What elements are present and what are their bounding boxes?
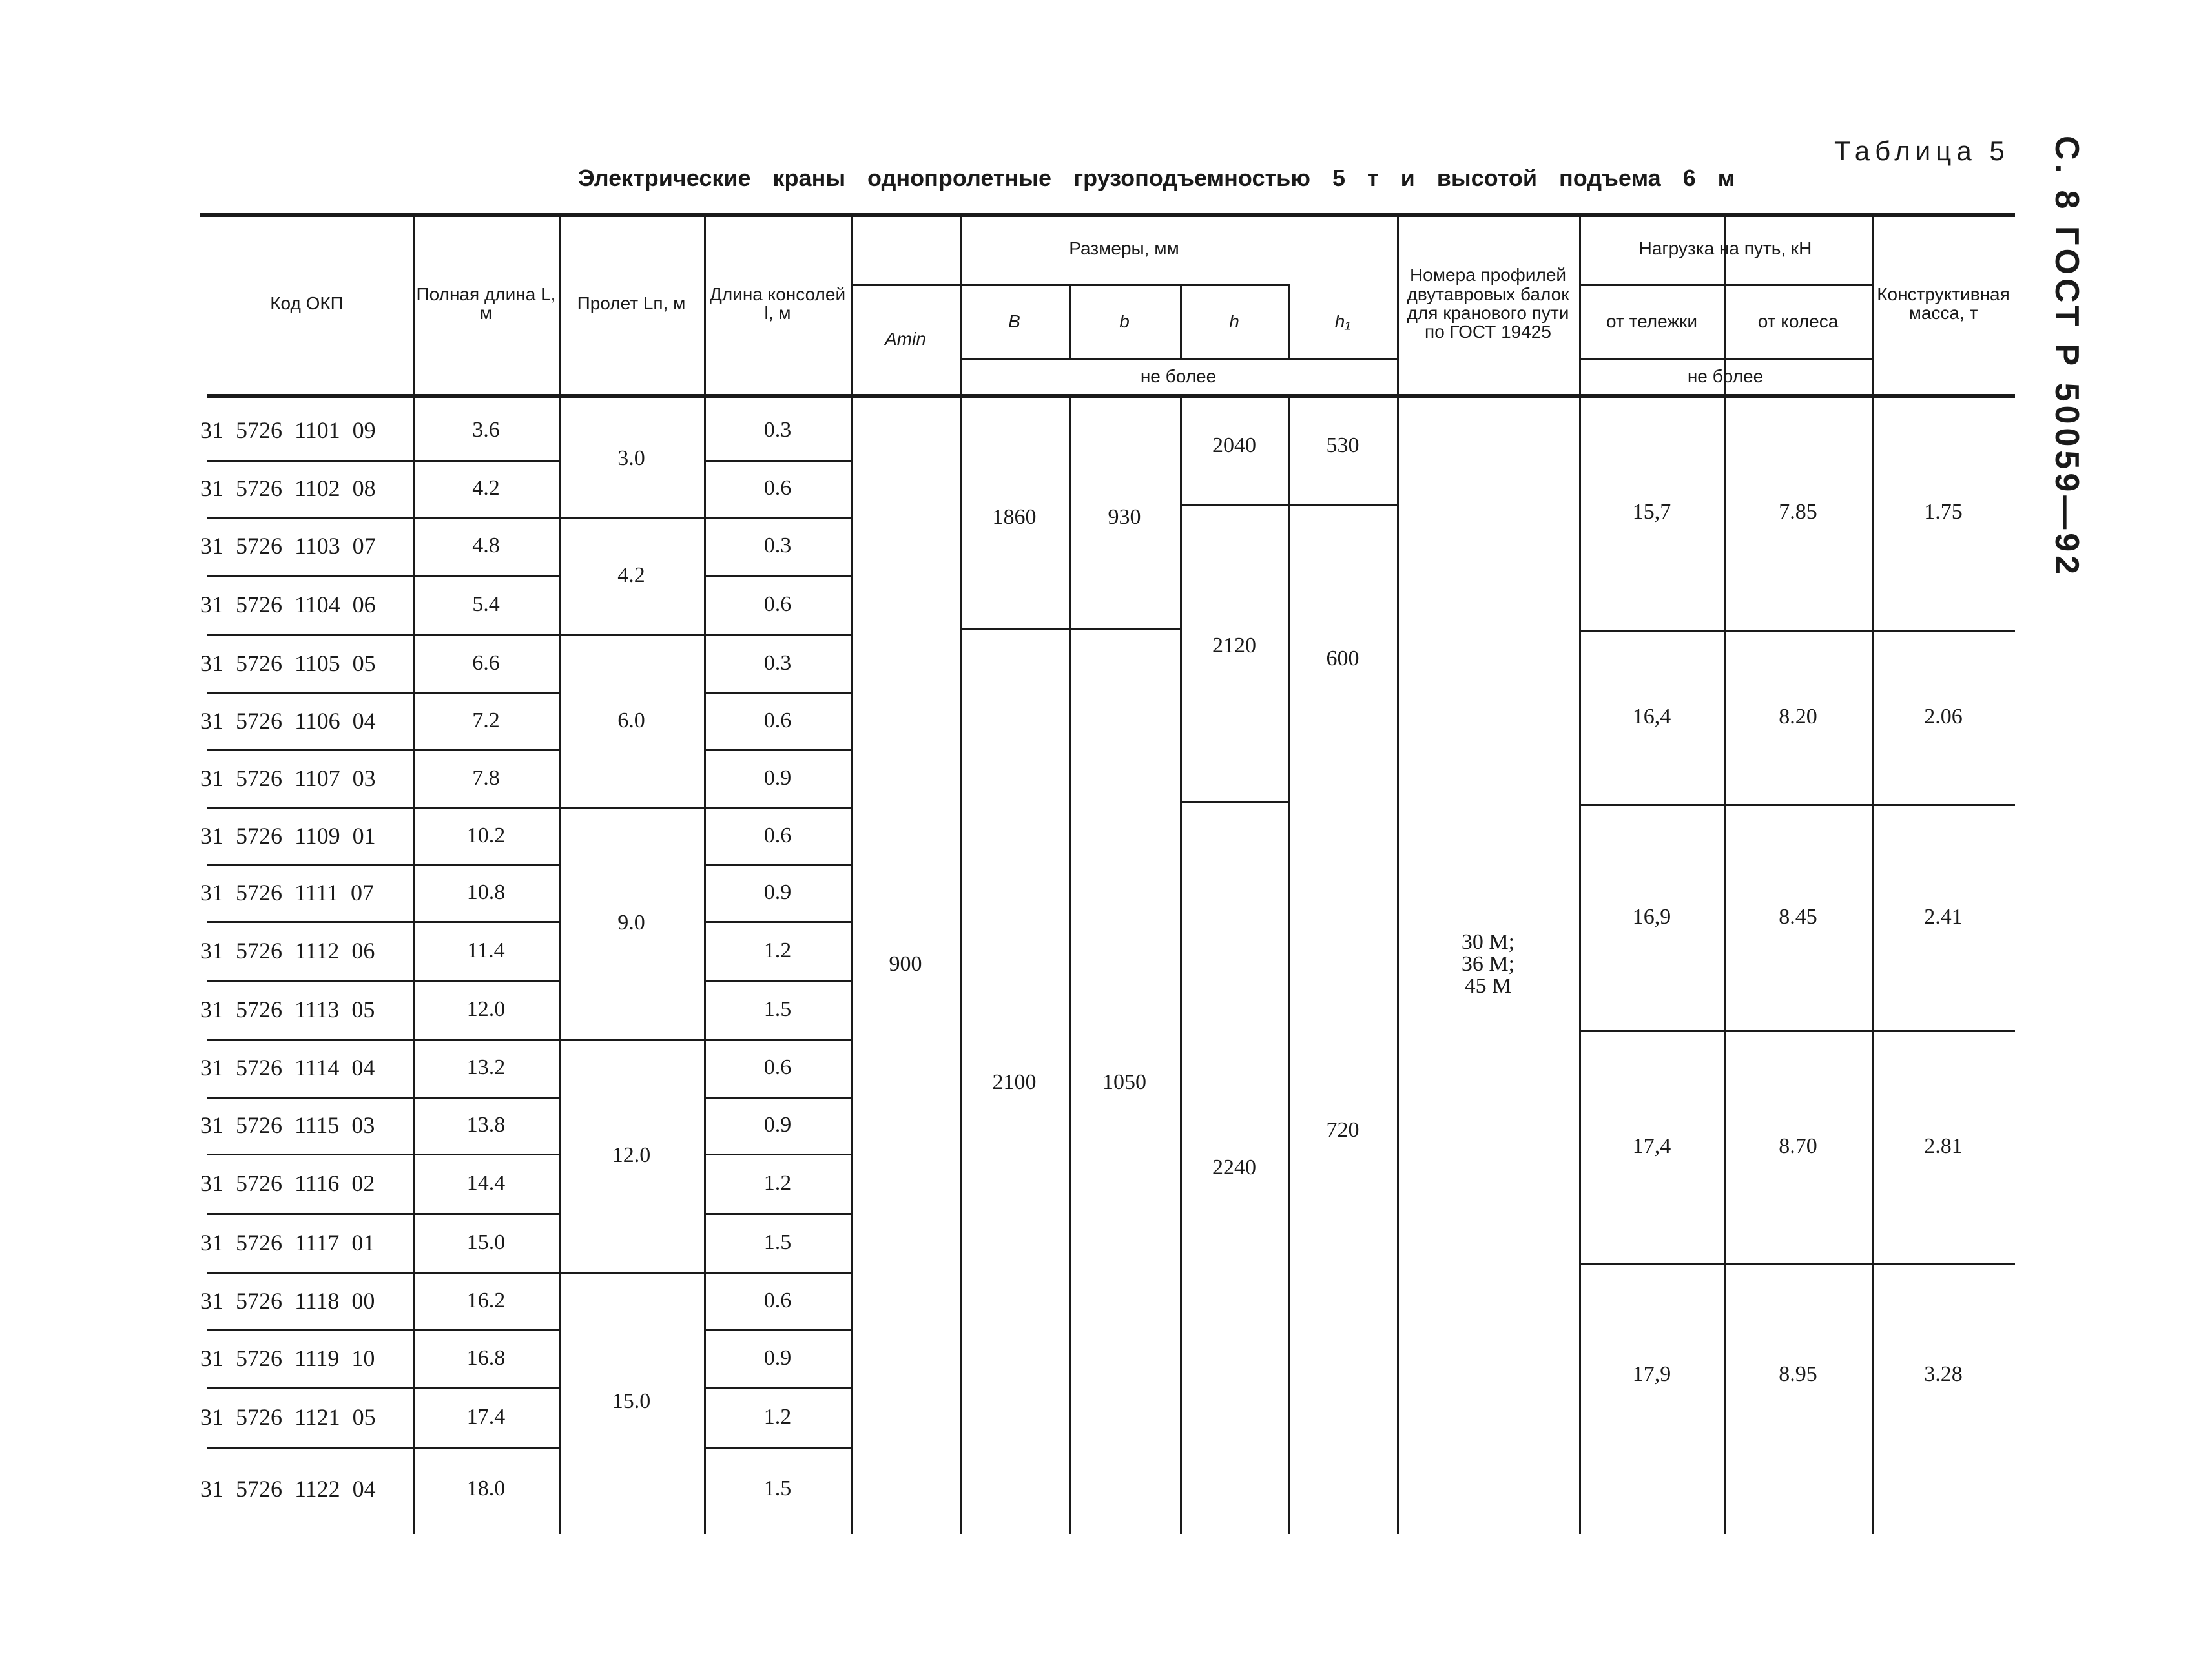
row-code: 31 5726 1119 10 bbox=[200, 1345, 375, 1371]
row-console: 1.2 bbox=[763, 938, 792, 962]
table-title: Электрические краны однопролетные грузоподъемностью 5 т и высотой подъема 6 м bbox=[578, 165, 1735, 191]
h-group: 2120 bbox=[1212, 634, 1256, 658]
row-full-length: 17.4 bbox=[466, 1405, 506, 1429]
span-group: 15.0 bbox=[612, 1389, 651, 1413]
page-header: С. 8 ГОСТ Р 50059—92 bbox=[2048, 136, 2085, 579]
row-console: 0.9 bbox=[763, 1346, 792, 1370]
load-from-cart: 16,4 bbox=[1632, 705, 1671, 729]
profiles-value-line: 30 М; bbox=[1461, 929, 1515, 954]
table-label: Таблица 5 bbox=[1834, 136, 2010, 166]
row-code: 31 5726 1112 06 bbox=[200, 938, 375, 964]
row-full-length: 15.0 bbox=[466, 1230, 506, 1254]
row-code: 31 5726 1109 01 bbox=[200, 823, 376, 849]
load-from-wheel: 8.95 bbox=[1779, 1362, 1817, 1386]
row-console: 1.5 bbox=[763, 997, 792, 1021]
h-rule bbox=[1180, 801, 1288, 803]
row-console: 1.5 bbox=[763, 1476, 792, 1500]
row-console: 0.6 bbox=[763, 709, 792, 732]
profiles-value-line: 45 М bbox=[1464, 973, 1512, 998]
row-full-length: 13.2 bbox=[466, 1055, 506, 1079]
row-full-length: 16.8 bbox=[466, 1346, 506, 1370]
amin-value: 900 bbox=[889, 951, 922, 976]
profiles-value-line: 36 М; bbox=[1461, 951, 1515, 976]
h-group: 2240 bbox=[1212, 1155, 1256, 1179]
mass-value: 2.41 bbox=[1924, 905, 1963, 929]
row-code: 31 5726 1117 01 bbox=[200, 1230, 375, 1256]
header-profiles: Номера профилей двутавровых балок для кранового пути по ГОСТ 19425 bbox=[1407, 265, 1569, 342]
load-from-cart: 15,7 bbox=[1632, 499, 1671, 524]
row-console: 1.5 bbox=[763, 1230, 792, 1254]
row-code: 31 5726 1122 04 bbox=[200, 1476, 376, 1502]
row-full-length: 12.0 bbox=[466, 997, 506, 1021]
row-full-length: 4.8 bbox=[472, 533, 500, 557]
span-group: 9.0 bbox=[617, 911, 645, 935]
row-full-length: 4.2 bbox=[472, 476, 500, 500]
row-console: 0.3 bbox=[763, 533, 792, 557]
row-console: 0.6 bbox=[763, 592, 792, 616]
row-full-length: 18.0 bbox=[466, 1476, 506, 1500]
row-code: 31 5726 1107 03 bbox=[200, 765, 376, 791]
load-from-cart: 17,9 bbox=[1632, 1362, 1671, 1386]
row-code: 31 5726 1111 07 bbox=[200, 880, 374, 906]
h1-group: 600 bbox=[1326, 647, 1359, 670]
header-amin: Amin bbox=[885, 329, 926, 349]
Bb-rule bbox=[960, 628, 1180, 630]
row-full-length: 6.6 bbox=[472, 651, 500, 675]
header-b: b bbox=[1119, 311, 1130, 331]
row-console: 0.6 bbox=[763, 1055, 792, 1079]
span-group: 12.0 bbox=[612, 1143, 651, 1167]
row-console: 0.6 bbox=[763, 476, 792, 500]
load-from-wheel: 8.45 bbox=[1779, 905, 1817, 929]
header-h: h bbox=[1229, 311, 1239, 331]
header-from-cart: от тележки bbox=[1606, 311, 1697, 331]
row-console: 0.3 bbox=[763, 651, 792, 675]
header-mass: Конструктивная масса, т bbox=[1877, 284, 2010, 323]
profiles-value bbox=[1397, 394, 1579, 1534]
header-console: Длина консолей l, м bbox=[709, 284, 846, 323]
mass-value: 3.28 bbox=[1924, 1362, 1963, 1386]
h-group: 2040 bbox=[1212, 433, 1256, 457]
span-group: 6.0 bbox=[617, 709, 645, 732]
header-dims-group: Размеры, мм bbox=[1069, 238, 1179, 259]
span-group: 4.2 bbox=[617, 563, 645, 587]
h1-group: 720 bbox=[1326, 1118, 1359, 1142]
row-full-length: 14.4 bbox=[466, 1171, 506, 1195]
load-from-wheel: 7.85 bbox=[1779, 499, 1817, 524]
span-group: 3.0 bbox=[617, 446, 645, 470]
header-full-length: Полная длина L, м bbox=[416, 284, 556, 323]
row-code: 31 5726 1113 05 bbox=[200, 997, 375, 1022]
row-full-length: 16.2 bbox=[466, 1289, 506, 1312]
row-full-length: 3.6 bbox=[472, 418, 500, 442]
header-h1: h₁ bbox=[1334, 311, 1351, 331]
b-group: 930 bbox=[1108, 505, 1141, 529]
row-code: 31 5726 1104 06 bbox=[200, 592, 376, 617]
row-code: 31 5726 1101 09 bbox=[200, 417, 376, 443]
h-rule bbox=[1180, 504, 1397, 506]
header-span: Пролет Lп, м bbox=[577, 293, 686, 314]
header-B: B bbox=[1008, 311, 1020, 331]
load-from-wheel: 8.70 bbox=[1779, 1134, 1817, 1158]
row-console: 1.2 bbox=[763, 1405, 792, 1429]
row-code: 31 5726 1116 02 bbox=[200, 1170, 375, 1196]
row-full-length: 11.4 bbox=[467, 938, 505, 962]
row-console: 0.6 bbox=[763, 823, 792, 847]
row-code: 31 5726 1121 05 bbox=[200, 1404, 376, 1430]
row-code: 31 5726 1106 04 bbox=[200, 708, 376, 734]
mass-value: 2.06 bbox=[1924, 705, 1963, 729]
load-from-cart: 16,9 bbox=[1632, 905, 1671, 929]
row-code: 31 5726 1102 08 bbox=[200, 475, 376, 501]
row-full-length: 7.2 bbox=[472, 709, 500, 732]
row-full-length: 10.8 bbox=[466, 880, 506, 904]
row-code: 31 5726 1114 04 bbox=[200, 1055, 375, 1081]
load-from-wheel: 8.20 bbox=[1779, 705, 1817, 729]
row-full-length: 5.4 bbox=[472, 592, 500, 616]
row-full-length: 10.2 bbox=[466, 823, 506, 847]
row-console: 0.3 bbox=[763, 418, 792, 442]
h1-group: 530 bbox=[1326, 433, 1359, 457]
row-full-length: 13.8 bbox=[466, 1113, 506, 1137]
header-from-wheel: от колеса bbox=[1757, 311, 1839, 331]
B-group: 1860 bbox=[992, 505, 1037, 529]
header-not-more-dims: не более bbox=[1140, 366, 1217, 386]
row-code: 31 5726 1105 05 bbox=[200, 650, 376, 676]
row-code: 31 5726 1115 03 bbox=[200, 1112, 375, 1138]
B-group: 2100 bbox=[992, 1070, 1037, 1094]
load-from-cart: 17,4 bbox=[1632, 1134, 1671, 1158]
row-console: 0.9 bbox=[763, 880, 792, 904]
header-code: Код ОКП bbox=[270, 293, 344, 314]
mass-value: 1.75 bbox=[1924, 499, 1963, 524]
header-load-group: Нагрузка на путь, кН bbox=[1638, 238, 1812, 259]
row-console: 0.9 bbox=[763, 1113, 792, 1137]
row-code: 31 5726 1103 07 bbox=[200, 533, 376, 559]
header-not-more-load: не более bbox=[1687, 366, 1764, 386]
row-console: 1.2 bbox=[763, 1171, 792, 1195]
b-group: 1050 bbox=[1102, 1070, 1146, 1094]
row-full-length: 7.8 bbox=[472, 766, 500, 790]
row-code: 31 5726 1118 00 bbox=[200, 1288, 375, 1314]
mass-value: 2.81 bbox=[1924, 1134, 1963, 1158]
row-console: 0.9 bbox=[763, 766, 792, 790]
row-console: 0.6 bbox=[763, 1289, 792, 1312]
